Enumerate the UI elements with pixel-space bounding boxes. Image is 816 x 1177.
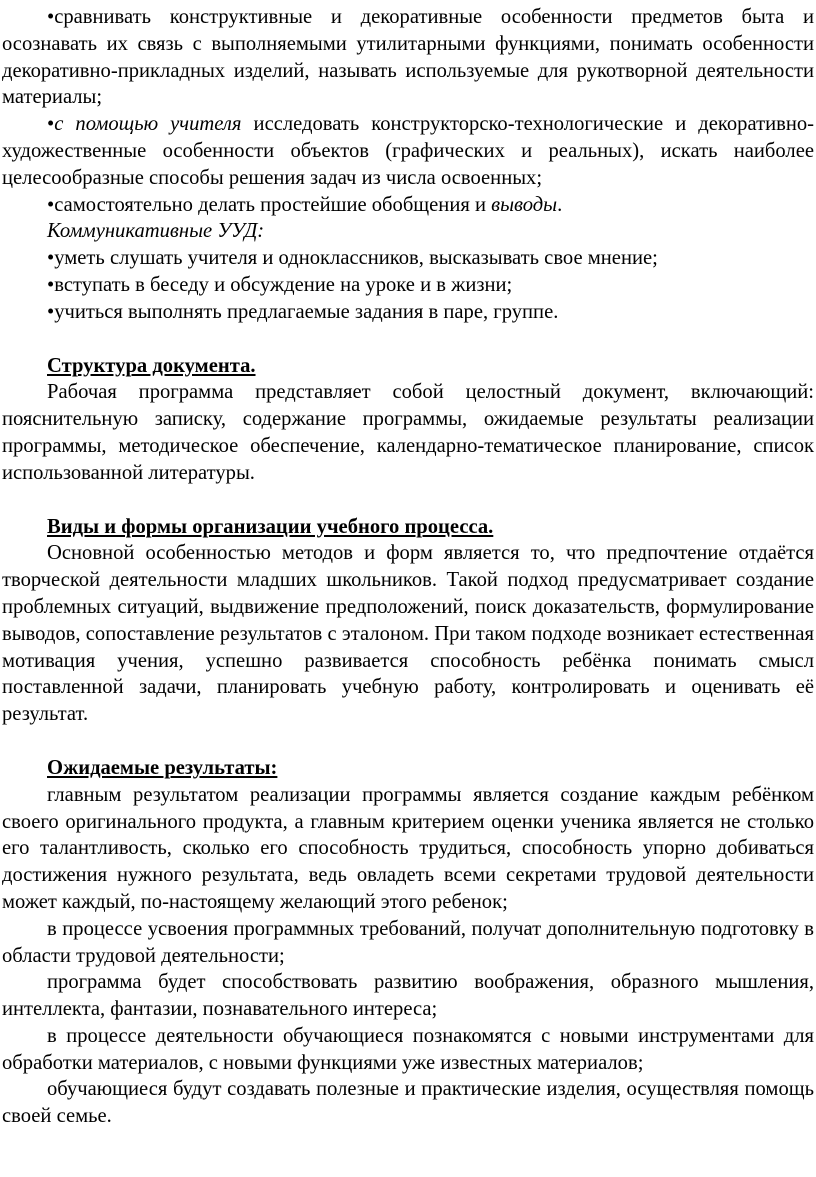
bullet-text: вступать в беседу и обсуждение на уроке и в жизни; (54, 273, 513, 296)
bullet-icon: • (47, 247, 55, 270)
bullet-text: самостоятельно делать простейшие обобщения и (54, 193, 492, 216)
bullet-icon: • (47, 193, 55, 216)
bullet-text: сравнивать конструктивные и декоративные особенности предметов быта и осознавать их связь с выполняемыми утилитарными функциями, понимать особенности декоративно-прикладных изделий, называть используемые для рукотворной деятельности материалы; (2, 6, 814, 109)
bullet-research (2, 111, 814, 191)
bullet-italic: выводы (491, 193, 558, 216)
bullet-generalize (2, 192, 814, 219)
spacer (2, 326, 814, 353)
paragraph-structure: Рабочая программа представляет собой целостный документ, включающий: пояснительную записку, содержание программы, ожидаемые результаты реализации программы, методическое обеспечение, календарно-тематическое планирование, список использованной литературы. (2, 381, 814, 484)
result-item: обучающиеся будут создавать полезные и практические изделия, осуществляя помощь своей семье. (2, 1078, 814, 1128)
bullet-text: исследовать конструкторско-технологические и декоративно-художественные особенности объектов (графических и реальных), искать наиболее целесообразные способы решения задач из числа освоенных; (2, 113, 814, 189)
bullet-icon: • (47, 113, 55, 136)
heading-structure: Структура документа. (47, 354, 256, 377)
bullet-text: учиться выполнять предлагаемые задания в паре, группе. (54, 300, 559, 323)
bullet-pairwork (2, 299, 814, 326)
heading-results: Ожидаемые результаты: (47, 756, 278, 779)
spacer (2, 728, 814, 755)
heading-forms: Виды и формы организации учебного процесса. (47, 515, 494, 538)
bullet-text: уметь слушать учителя и одноклассников, высказывать свое мнение; (54, 247, 658, 270)
bullet-icon: • (47, 300, 55, 323)
spacer (2, 487, 814, 514)
bullet-lead: с помощью учителя (54, 113, 242, 136)
bullet-converse (2, 272, 814, 299)
bullet-icon: • (47, 6, 55, 28)
communicative-label: Коммуникативные УУД: (47, 220, 265, 243)
paragraph-forms: Основной особенностью методов и форм является то, что предпочтение отдаётся творческой деятельности младших школьников. Такой подход предусматривает создание проблемных ситуаций, выдвижение предположений, поиск доказательств, формулирование выводов, сопоставление результатов с эталоном. При таком подходе возникает естественная мотивация учения, успешно развивается способность ребёнка понимать смысл поставленной задачи, планировать учебную работу, контролировать и оценивать её результат. (2, 542, 814, 726)
bullet-listen (2, 245, 814, 272)
result-item: программа будет способствовать развитию воображения, образного мышления, интеллекта, фантазии, познавательного интереса; (2, 971, 814, 1021)
result-item: в процессе усвоения программных требований, получат дополнительную подготовку в области трудовой деятельности; (2, 917, 814, 967)
result-item: главным результатом реализации программы является создание каждым ребёнком своего оригинального продукта, а главным критерием оценки ученика является не столько его талантливость, сколько его способность трудиться, способность упорно добиваться достижения нужного результата, ведь овладеть всеми секретами трудовой деятельности может каждый, по-настоящему желающий этого ребенок; (2, 783, 814, 913)
result-item: в процессе деятельности обучающиеся познакомятся с новыми инструментами для обработки материалов, с новыми функциями уже известных материалов; (2, 1024, 814, 1074)
bullet-tail: . (557, 193, 563, 216)
bullet-compare (2, 4, 814, 111)
bullet-icon: • (47, 273, 55, 296)
